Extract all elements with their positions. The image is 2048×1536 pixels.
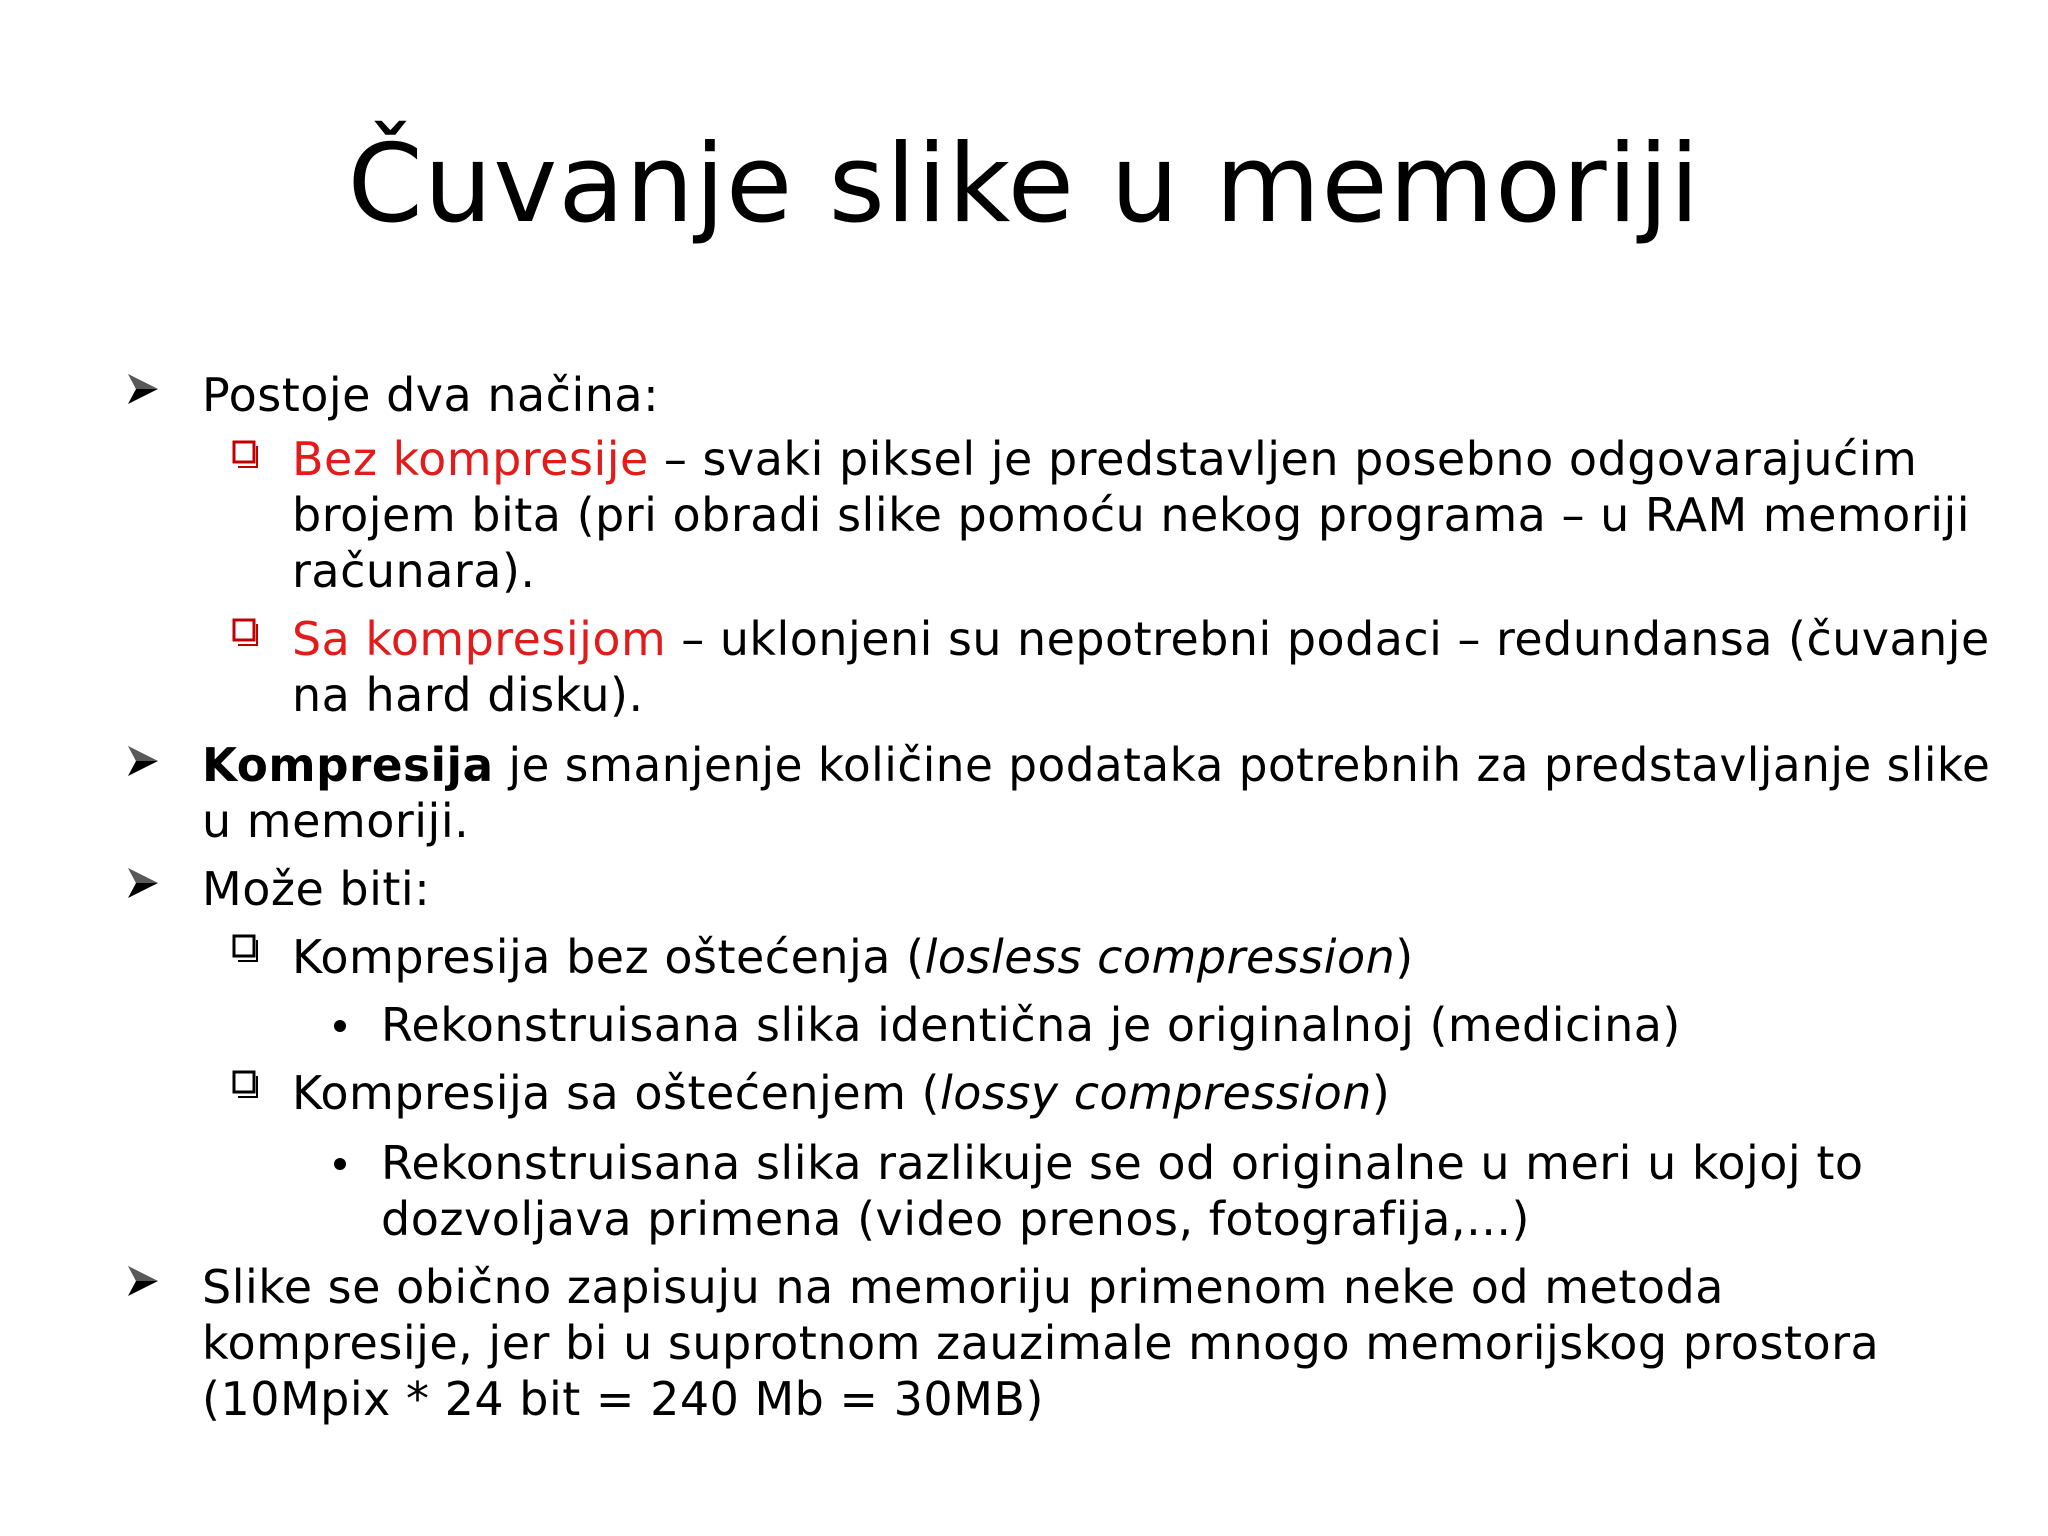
- sub-bez-kompresije: [292, 432, 1917, 486]
- bullet-slike-se: Slike se obično zapisuju na memoriju primenom neke od metoda: [202, 1260, 1724, 1314]
- slide-title: Čuvanje slike u memoriji: [347, 122, 1701, 247]
- arrow-bullet-icon: [126, 744, 160, 778]
- text-sa-kompresijom: – uklonjeni su nepotrebni podaci – redundansa (čuvanje: [666, 612, 1990, 666]
- dot-bullet-icon: [334, 1020, 346, 1032]
- label-bez-kompresije: Bez kompresije: [292, 432, 649, 486]
- bullet-kompresija-line2: u memoriji.: [202, 794, 470, 848]
- arrow-bullet-icon: [126, 372, 160, 406]
- bullet-moze-biti: Može biti:: [202, 862, 431, 916]
- checkbox-bullet-icon: [232, 1070, 260, 1100]
- bullet-slike-se-line3: (10Mpix * 24 bit = 240 Mb = 30MB): [202, 1372, 1044, 1426]
- arrow-bullet-icon: [126, 1264, 160, 1298]
- dot-lossy-detail: Rekonstruisana slika razlikuje se od originalne u meri u kojoj to: [381, 1136, 1864, 1190]
- sub-bez-kompresije-line3: računara).: [292, 544, 536, 598]
- losless-term: losless compression: [924, 930, 1396, 984]
- sub-sa-kompresijom-line2: na hard disku).: [292, 668, 644, 722]
- dot-lossy-detail-line2: dozvoljava primena (video prenos, fotografija,...): [381, 1192, 1530, 1246]
- checkbox-bullet-icon: [232, 440, 260, 470]
- losless-prefix: Kompresija bez oštećenja (: [292, 930, 925, 984]
- bullet-slike-se-line2: kompresije, jer bi u suprotnom zauzimale mnogo memorijskog prostora: [202, 1316, 1880, 1370]
- lossy-suffix: ): [1371, 1066, 1391, 1120]
- kompresija-bold: Kompresija: [202, 738, 494, 792]
- sub-bez-kompresije-line2: brojem bita (pri obradi slike pomoću nekog programa – u RAM memoriji: [292, 488, 1971, 542]
- sub-lossy: [292, 1066, 1390, 1120]
- checkbox-bullet-icon: [232, 934, 260, 964]
- bullet-postoje: Postoje dva načina:: [202, 368, 660, 422]
- lossy-prefix: Kompresija sa oštećenjem (: [292, 1066, 940, 1120]
- sub-losless: [292, 930, 1414, 984]
- losless-suffix: ): [1395, 930, 1414, 984]
- dot-losless-detail: Rekonstruisana slika identična je originalnoj (medicina): [381, 998, 1681, 1052]
- text-bez-kompresije: – svaki piksel je predstavljen posebno odgovarajućim: [648, 432, 1918, 486]
- dot-bullet-icon: [334, 1158, 346, 1170]
- arrow-bullet-icon: [126, 866, 160, 900]
- bullet-kompresija: [202, 738, 1990, 792]
- lossy-term: lossy compression: [940, 1066, 1372, 1120]
- kompresija-definition: je smanjenje količine podataka potrebnih za predstavljanje slike: [493, 738, 1991, 792]
- label-sa-kompresijom: Sa kompresijom: [292, 612, 667, 666]
- checkbox-bullet-icon: [232, 618, 260, 648]
- sub-sa-kompresijom: [292, 612, 1990, 666]
